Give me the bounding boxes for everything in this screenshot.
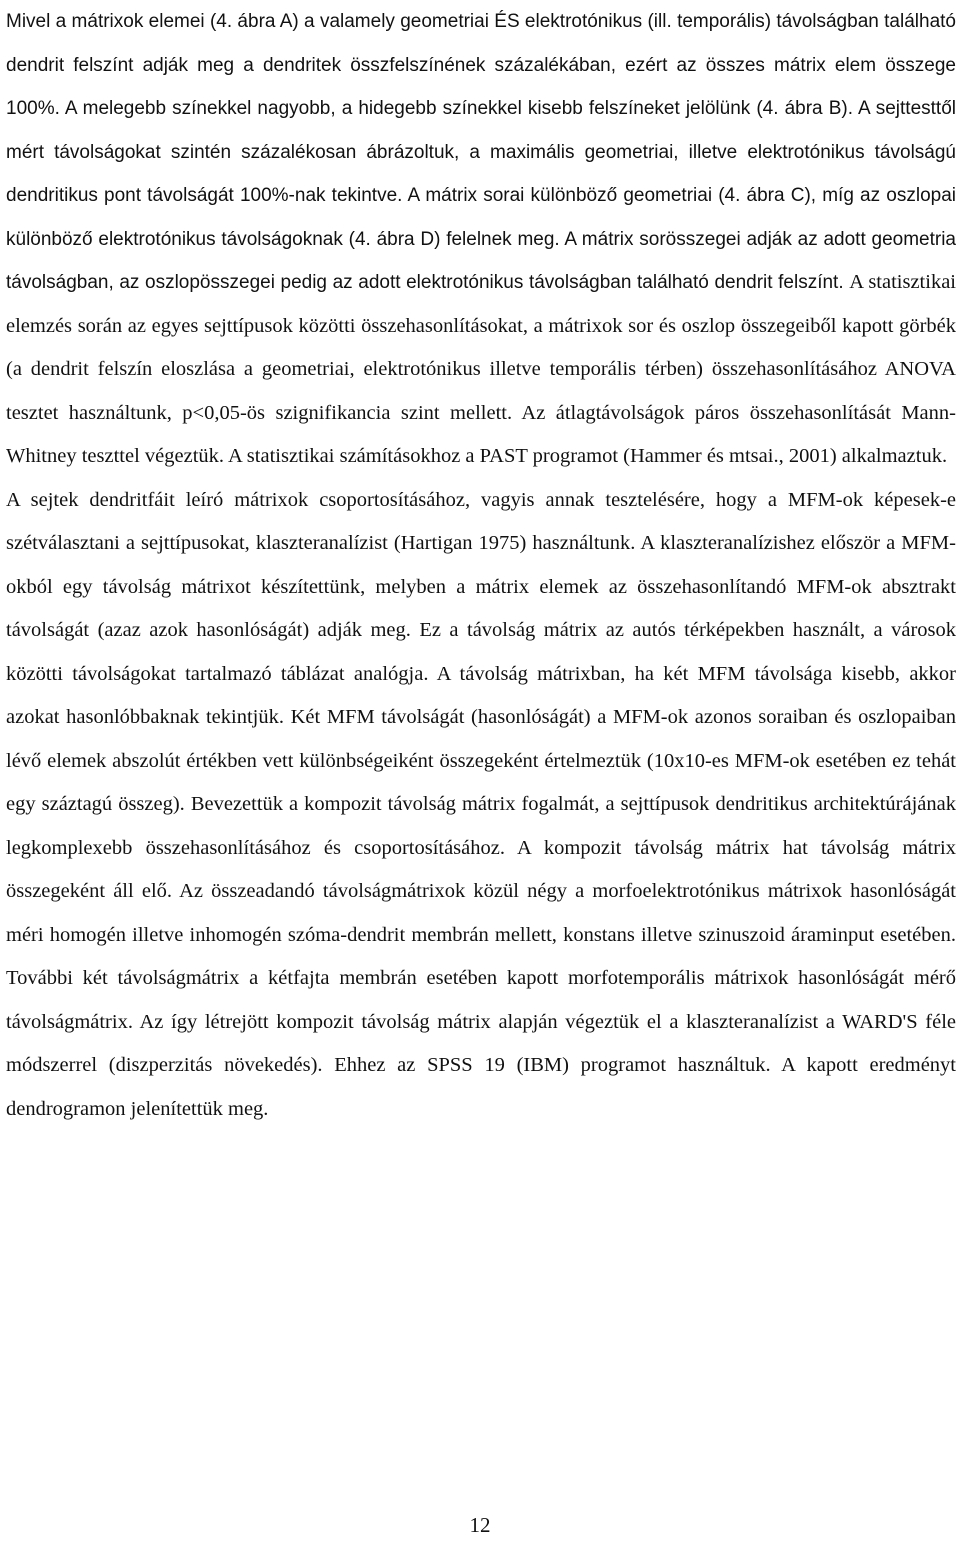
page-number: 12 bbox=[469, 1513, 491, 1537]
body-text bbox=[6, 0, 956, 1131]
paragraph-cluster-analysis: A sejtek dendritfáit leíró mátrixok csoportosításához, vagyis annak tesztelésére, hogy a MFM-ok képesek-e szétválasztani a sejttípusokat, klaszteranalízist (Hartigan 1975) használtunk. A klaszteranalízishez először a MFM-okból egy távolság mátrixot készítettünk, melyben a mátrix elemek az összehasonlítandó MFM-ok absztrakt távolságát (azaz azok hasonlóságát) adják meg. Ez a távolság mátrix az autós térképekben használt, a városok közötti távolságokat tartalmazó táblázat analógja. A távolság mátrixban, ha két MFM távolsága kisebb, akkor azokat hasonlóbbaknak tekintjük. Két MFM távolságát (hasonlóságát) a MFM-ok azonos soraiban és oszlopaiban lévő elemek abszolút értékben vett különbségeiként összegeként értelmeztük (10x10-es MFM-ok esetében ez tehát egy száztagú összeg). Bevezettük a kompozit távolság mátrix fogalmát, a sejttípusok dendritikus architektúrájának legkomplexebb összehasonlításához és csoportosításához. A kompozit távolság mátrix hat távolság mátrix összegeként áll elő. Az összeadandó távolságmátrixok közül négy a morfoelektrotónikus mátrixok hasonlóságát méri homogén illetve inhomogén szóma-dendrit membrán mellett, konstans illetve szinuszoid áraminput esetében. További két távolságmátrix a kétfajta membrán esetében kapott morfotemporális mátrixok hasonlóságát mérő távolságmátrix. Az így létrejött kompozit távolság mátrix alapján végeztük el a klaszteranalízist a WARD'S féle módszerrel (diszperzitás növekedés). Ehhez az SPSS 19 (IBM) programot használtuk. A kapott eredményt dendrogramon jelenítettük meg. bbox=[6, 488, 956, 1120]
paragraph-sans-text: Mivel a mátrixok elemei (4. ábra A) a valamely geometriai ÉS elektrotónikus (ill. temporális) távolságban található dendrit felszínt adják meg a dendritek összfelszínének százalékában, ezért az összes mátrix elem összege 100%. A melegebb színekkel nagyobb, a hidegebb színekkel kisebb felszíneket jelölünk (4. ábra B). A sejttesttől mért távolságokat szintén százalékosan ábrázoltuk, a maximális geometriai, illetve elektrotónikus távolságú dendritikus pont távolságát 100%-nak tekintve. A mátrix sorai különböző geometriai (4. ábra C), míg az oszlopai különböző elektrotónikus távolságoknak (4. ábra D) felelnek meg. A mátrix sorösszegei adják az adott geometria távolságban, az oszlopösszegei pedig az adott elektrotónikus távolságban található dendrit felszínt. bbox=[6, 11, 956, 293]
paragraph-methods bbox=[6, 0, 956, 479]
paragraph-serif-text: A statisztikai elemzés során az egyes sejttípusok közötti összehasonlításokat, a mátrixok sor és oszlop összegeiből kapott görbék (a dendrit felszín eloszlása a geometriai, elektrotónikus illetve temporális térben) összehasonlításához ANOVA tesztet használtunk, p<0,05-ös szignifikancia szint mellett. Az átlagtávolságok páros összehasonlítását Mann-Whitney teszttel végeztük. A statisztikai számításokhoz a PAST programot (Hammer és mtsai., 2001) alkalmaztuk. bbox=[6, 271, 956, 467]
